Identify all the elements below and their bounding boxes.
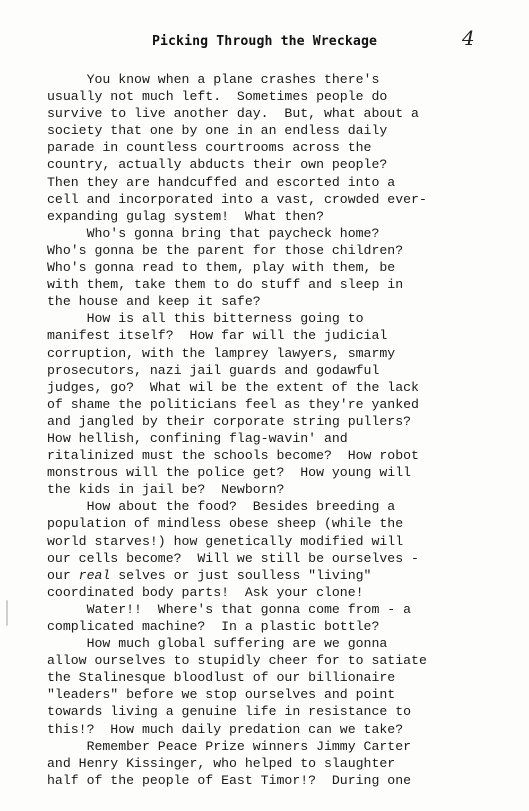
text-line: How much global suffering are we gonna — [47, 636, 388, 652]
text-line: You know when a plane crashes there's — [47, 72, 380, 87]
text-line: half of the people of East Timor!? During one — [47, 772, 412, 788]
text-line: society that one by one in an endless daily — [47, 123, 388, 139]
text-line: coordinated body parts! Ask your clone! — [47, 584, 364, 600]
line-part-before: our — [47, 567, 79, 583]
text-line: of shame the politicians feel as they're yanked — [47, 396, 419, 412]
text-line: Remember Peace Prize winners Jimmy Carter — [47, 738, 412, 754]
paper-edge-mark — [6, 600, 8, 626]
text-line: How about the food? Besides breeding a — [47, 499, 396, 515]
text-line: complicated machine? In a plastic bottle? — [47, 619, 380, 634]
page-title: Picking Through the Wreckage — [151, 34, 378, 49]
text-line: corruption, with the lamprey lawyers, smarmy — [47, 345, 396, 361]
text-line: How is all this bitterness going to — [47, 311, 364, 327]
text-line: "leaders" before we stop ourselves and point — [47, 687, 396, 703]
text-line: the kids in jail be? Newborn? — [47, 482, 285, 498]
text-line: Who's gonna be the parent for those children? — [47, 242, 404, 258]
page-number: 4 — [462, 26, 475, 50]
text-line: prosecutors, nazi jail guards and godawful — [47, 362, 380, 378]
text-line: judges, go? What wil be the extent of the lack — [47, 379, 419, 395]
text-line: with them, take them to do stuff and sleep in — [47, 277, 404, 293]
text-line: the Stalinesque bloodlust of our billionaire — [47, 670, 396, 686]
text-line: our cells become? Will we still be ourselves - — [47, 550, 419, 566]
text-line: country, actually abducts their own people? — [47, 157, 388, 173]
text-line: world starves!) how genetically modified will — [47, 533, 404, 549]
article-body — [47, 71, 517, 789]
text-line: cell and incorporated into a vast, crowded ever- — [47, 191, 427, 207]
text-line: towards living a genuine life in resistance to — [47, 704, 412, 720]
text-line: monstrous will the police get? How young will — [47, 465, 412, 481]
text-line: Who's gonna bring that paycheck home? — [47, 225, 380, 241]
text-line: ritalinized must the schools become? How robot — [47, 448, 419, 464]
text-line: allow ourselves to stupidly cheer for to satiate — [47, 653, 427, 669]
text-line: How hellish, confining flag-wavin' and — [47, 430, 348, 446]
text-line: expanding gulag system! What then? — [47, 208, 324, 224]
text-line: and jangled by their corporate string pullers? — [47, 413, 412, 429]
text-line: usually not much left. Sometimes people do — [47, 89, 388, 105]
text-line: the house and keep it safe? — [47, 294, 261, 310]
line-part-after: selves or just soulless "living" — [110, 567, 372, 583]
text-line: survive to live another day. But, what about a — [47, 106, 419, 122]
text-line: Then they are handcuffed and escorted into a — [47, 174, 396, 190]
text-line: Water!! Where's that gonna come from - a — [47, 601, 412, 617]
text-line: parade in countless courtrooms across the — [47, 140, 372, 156]
text-line: this!? How much daily predation can we take? — [47, 721, 404, 737]
italic-word: real — [78, 567, 111, 583]
text-line: manifest itself? How far will the judicial — [47, 328, 388, 344]
text-line-with-italic — [47, 567, 517, 584]
text-line: and Henry Kissinger, who helped to slaughter — [47, 755, 396, 771]
text-line: population of mindless obese sheep (while the — [47, 516, 404, 532]
text-line: Who's gonna read to them, play with them, be — [47, 260, 396, 276]
